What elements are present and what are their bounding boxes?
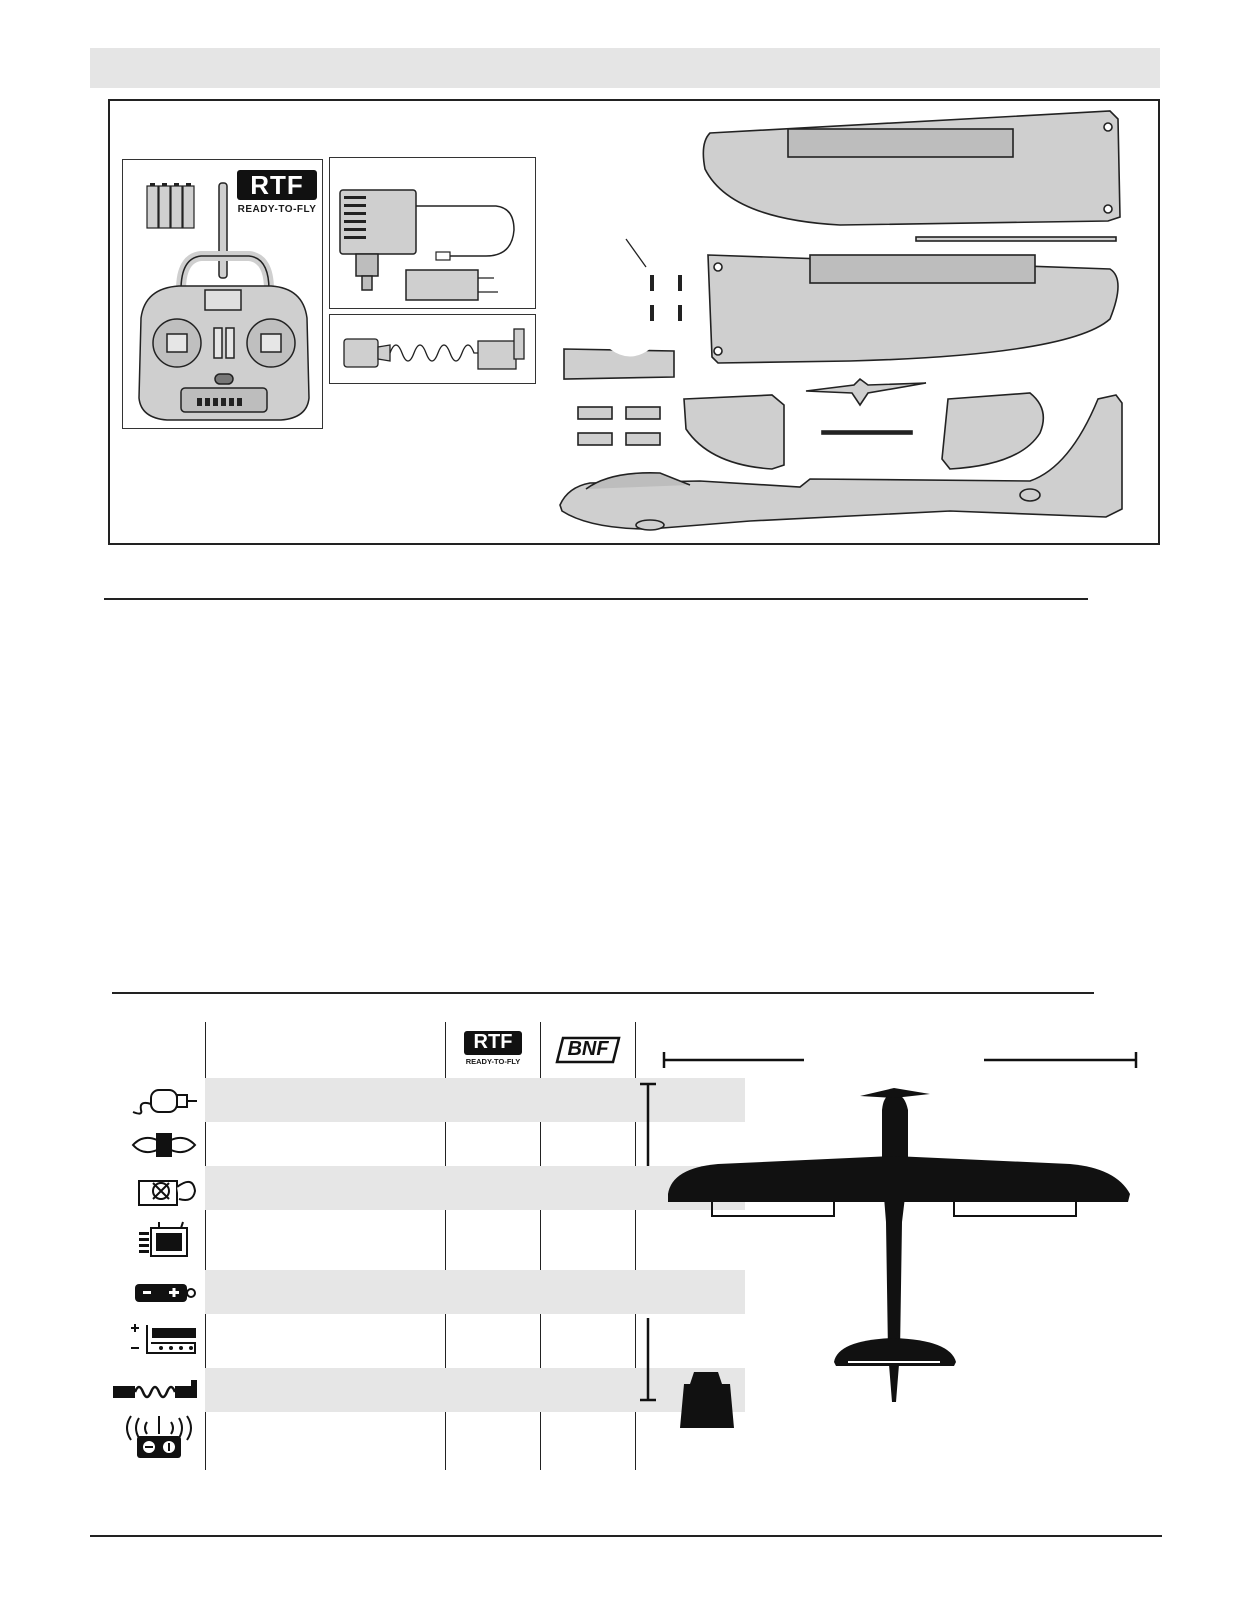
receiver-icon — [110, 1218, 205, 1264]
left-stabilizer — [684, 395, 784, 469]
transmitter-illustration — [131, 178, 317, 424]
section-header-band — [90, 48, 1160, 88]
specifications-table — [110, 1022, 1170, 1470]
transmitter-icon — [110, 1414, 205, 1460]
rtf-column-badge — [462, 1030, 524, 1066]
section-divider-top — [104, 598, 1088, 600]
right-stabilizer — [942, 393, 1043, 469]
flight-battery-illustration — [338, 325, 530, 377]
weight-icon — [680, 1372, 734, 1428]
servo-icon — [110, 1168, 205, 1214]
rtf-badge-caption: READY-TO-FLY — [237, 204, 317, 215]
battery-icon — [110, 1270, 205, 1316]
charger-panel — [329, 157, 536, 309]
airframe-parts-illustration — [550, 109, 1156, 539]
esc-icon — [110, 1122, 205, 1168]
charger-icon — [110, 1316, 205, 1362]
aircraft-dimensions-diagram — [638, 1022, 1170, 1470]
wing-joiner-rod — [916, 237, 1116, 241]
section-divider-specs — [112, 992, 1094, 994]
footer-rule — [90, 1535, 1162, 1537]
charging-lead-icon — [110, 1368, 205, 1414]
rtf-column-badge-caption: READY-TO-FLY — [465, 1057, 521, 1066]
battery-panel — [329, 314, 536, 384]
motor-icon — [110, 1078, 205, 1124]
box-contents-panel — [108, 99, 1160, 545]
transmitter-panel — [122, 159, 323, 429]
rtf-column-badge-text: RTF — [473, 1031, 513, 1053]
propeller — [806, 379, 926, 405]
dc-charger-illustration — [336, 186, 532, 304]
right-wing-panel — [703, 111, 1120, 225]
bnf-column-badge — [555, 1036, 621, 1064]
rtf-badge-text: RTF — [250, 170, 304, 200]
bnf-column-badge-text: BNF — [567, 1038, 609, 1060]
